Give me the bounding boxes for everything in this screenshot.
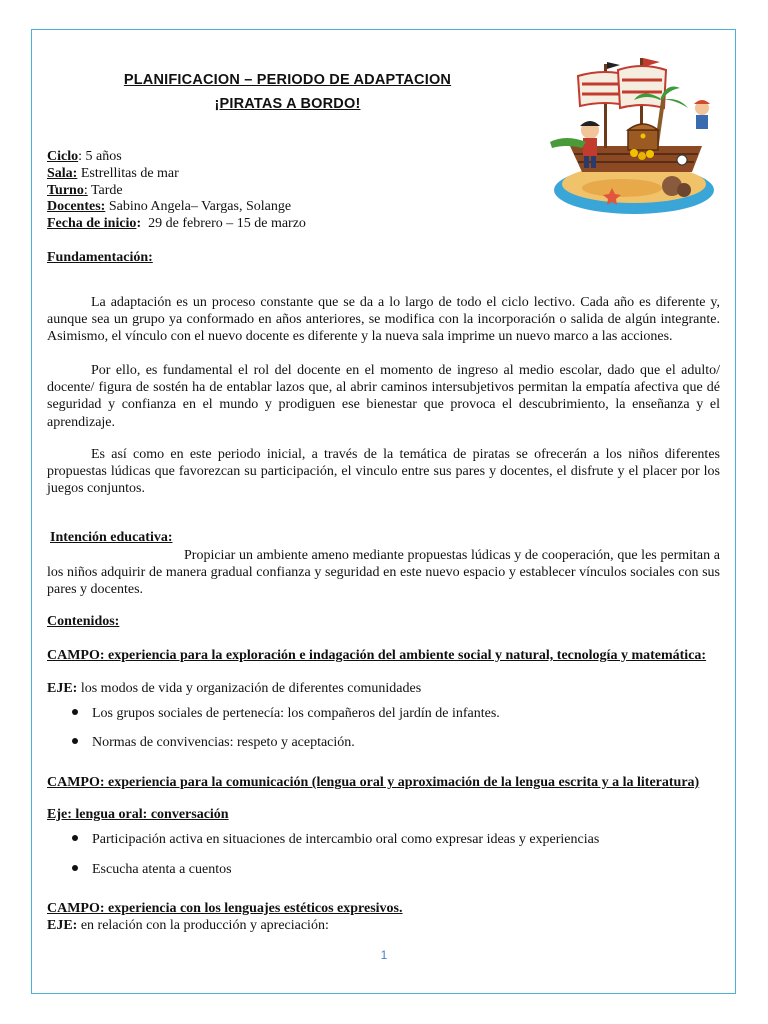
intencion-heading: Intención educativa: [50, 530, 173, 545]
bullet-icon [72, 738, 78, 744]
list-item: Participación activa en situaciones de intercambio oral como expresar ideas y experiencias [72, 832, 599, 848]
eje-1-label: EJE: [47, 681, 78, 696]
docentes-value: Sabino Angela– Vargas, Solange [108, 199, 292, 215]
docentes-label: Docentes: [47, 199, 106, 215]
eje-1 [47, 681, 421, 697]
fecha-row: Fecha de inicio: 29 de febrero – 15 de marzo [47, 216, 306, 232]
bullet-icon [72, 865, 78, 871]
ciclo-row: Ciclo: 5 años [47, 149, 122, 164]
document-subtitle: ¡PIRATAS A BORDO! [214, 96, 361, 112]
eje-3 [47, 918, 329, 934]
list-item: Normas de convivencias: respeto y aceptación. [72, 735, 355, 751]
turno-row: Turno: Tarde [47, 182, 123, 198]
list-item: Escucha atenta a cuentos [72, 862, 232, 878]
sala-row [47, 166, 306, 183]
bullet-icon [72, 835, 78, 841]
bullet-icon [72, 709, 78, 715]
fecha-label: Fecha de inicio [47, 216, 137, 232]
eje-3-text: en relación con la producción y apreciación: [80, 918, 329, 933]
fundamentacion-paragraph-1: La adaptación es un proceso constante que se da a lo largo de todo el ciclo lectivo. Cada año es diferente y, aunque sea un grupo ya conformado en años anteriores, se modifica con la incorporación o salida de algún integrante. Asimismo, el vínculo con el nuevo docente es diferente y la nueva sala imprime un nuevo marco a las acciones. [47, 295, 720, 345]
document-title: PLANIFICACION – PERIODO DE ADAPTACION [123, 72, 452, 88]
sala-label: Sala: [47, 165, 78, 181]
turno-value: Tarde [90, 182, 123, 198]
fundamentacion-heading: Fundamentación: [47, 250, 153, 265]
course-info [47, 149, 306, 233]
docentes-row [47, 199, 306, 216]
turno-label: Turno [47, 182, 84, 198]
campo-2-title: CAMPO: experiencia para la comunicación (lengua oral y aproximación de la lengua escrita y a la literatura) [47, 775, 700, 790]
sala-value: Estrellitas de mar [80, 165, 179, 181]
page-number: 1 [380, 948, 388, 962]
ciclo-value: 5 años [85, 149, 122, 164]
contenidos-heading: Contenidos: [47, 614, 120, 629]
ciclo-label: Ciclo [47, 149, 79, 164]
campo-3-title: CAMPO: experiencia con los lenguajes estéticos expresivos. [47, 901, 403, 916]
fundamentacion-paragraph-2: Por ello, es fundamental el rol del docente en el momento de ingreso al medio escolar, dado que el adulto/ docente/ figura de sostén ha de entablar lazos que, al abrir caminos intersubjetivos permitan la empatía afectiva que dé seguridad y confianza en el mundo y prodiguen ese bienestar que provoca el descubrimiento, la enseñanza y el aprendizaje. [47, 363, 720, 430]
eje-2: Eje: lengua oral: conversación [47, 807, 229, 822]
list-item: Los grupos sociales de pertenecía: los compañeros del jardín de infantes. [72, 706, 500, 722]
intencion-text: Propiciar un ambiente ameno mediante propuestas lúdicas y de cooperación, que les permitan a los niños adquirir de manera gradual confianza y seguridad en este nuevo espacio y establecer vínculos sociales con sus pares y docentes. [47, 548, 720, 598]
campo-1-title: CAMPO: experiencia para la exploración e indagación del ambiente social y natural, tecnología y matemática: [47, 648, 707, 663]
eje-3-label: EJE: [47, 918, 78, 933]
pirate-ship-illustration [542, 50, 724, 218]
fundamentacion-paragraph-3: Es así como en este periodo inicial, a través de la temática de piratas se ofrecerán a los niños diferentes propuestas lúdicas que favorezcan su participación, el vinculo entre sus pares y docentes, el disfrute y el placer por los juegos conjuntos. [47, 447, 720, 497]
eje-1-text: los modos de vida y organización de diferentes comunidades [80, 681, 422, 696]
fecha-value: 29 de febrero – 15 de marzo [148, 216, 306, 232]
